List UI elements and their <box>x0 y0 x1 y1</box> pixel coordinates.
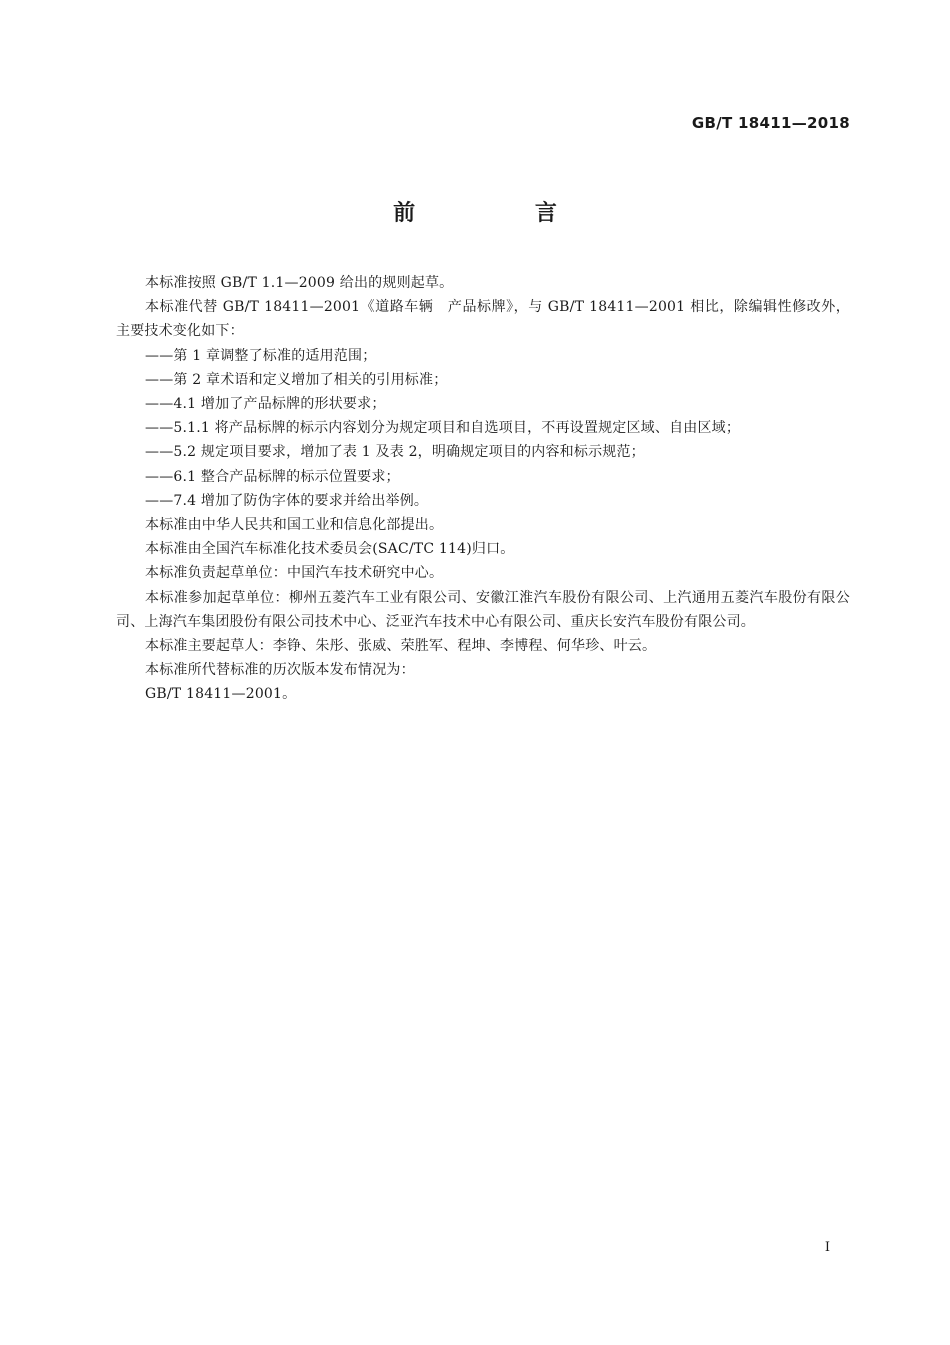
change-item-shape: ——4.1 增加了产品标牌的形状要求； <box>145 396 386 413</box>
change-item-position: ——6.1 整合产品标牌的标示位置要求； <box>145 468 400 485</box>
change-item-scope: ——第 1 章调整了标准的适用范围； <box>145 347 377 364</box>
paragraph-participating-drafters: 本标准参加起草单位：柳州五菱汽车工业有限公司、安徽江淮汽车股份有限公司、上汽通用五菱汽车股份有限公司、上海汽车集团股份有限公司技术中心、泛亚汽车技术中心有限公司、重庆长安汽车股份有限公司。 <box>116 589 850 630</box>
change-item-content-division: ——5.1.1 将产品标牌的标示内容划分为规定项目和自选项目，不再设置规定区域、自由区域； <box>145 420 741 437</box>
paragraph-history-version: GB/T 18411—2001。 <box>145 686 297 703</box>
paragraph-proposer: 本标准由中华人民共和国工业和信息化部提出。 <box>145 517 444 534</box>
paragraph-committee: 本标准由全国汽车标准化技术委员会(SAC/TC 114)归口。 <box>145 541 515 558</box>
change-item-anti-counterfeit: ——7.4 增加了防伪字体的要求并给出举例。 <box>145 492 429 509</box>
change-item-terms: ——第 2 章术语和定义增加了相关的引用标准； <box>145 371 448 388</box>
paragraph-replacement: 本标准代替 GB/T 18411—2001《道路车辆 产品标牌》，与 GB/T 18411—2001 相比，除编辑性修改外，主要技术变化如下： <box>116 299 850 340</box>
page-title: 前 言 <box>393 201 613 226</box>
paragraph-history-intro: 本标准所代替标准的历次版本发布情况为： <box>145 662 415 679</box>
paragraph-drafting-rules: 本标准按照 GB/T 1.1—2009 给出的规则起草。 <box>145 275 454 291</box>
page-number: I <box>824 1240 830 1255</box>
foreword-body <box>116 271 850 707</box>
change-item-required-items: ——5.2 规定项目要求，增加了表 1 及表 2，明确规定项目的内容和标示规范； <box>145 444 645 461</box>
paragraph-main-drafters: 本标准主要起草人：李铮、朱彤、张威、荣胜军、程坤、李博程、何华珍、叶云。 <box>145 638 657 655</box>
standard-code: GB/T 18411—2018 <box>691 114 850 132</box>
paragraph-lead-drafter: 本标准负责起草单位：中国汽车技术研究中心。 <box>145 565 444 582</box>
